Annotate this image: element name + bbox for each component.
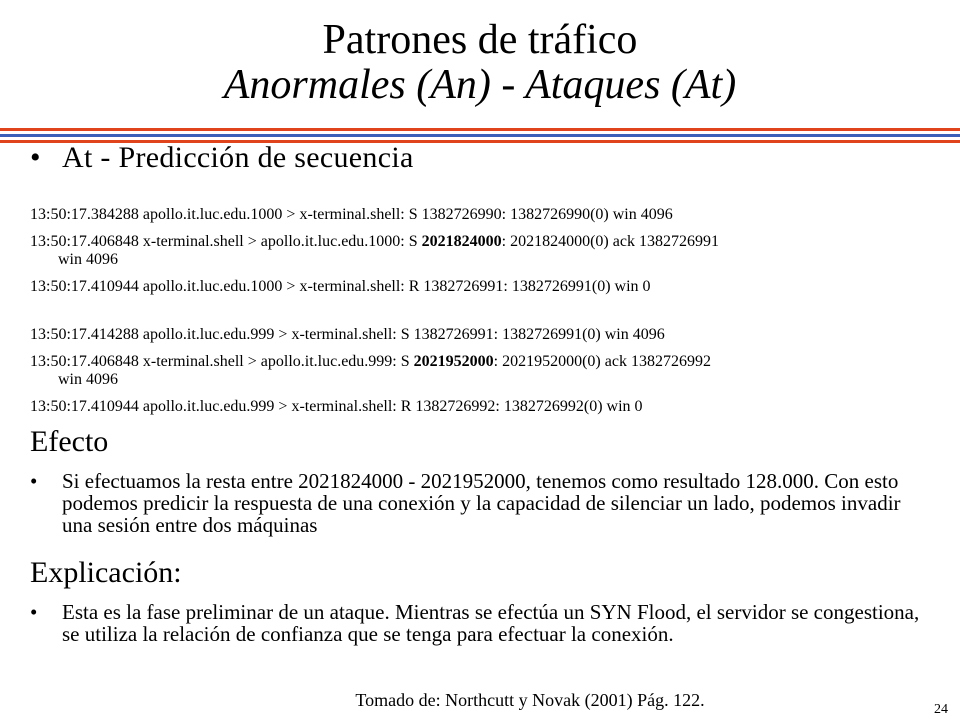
efecto-heading: Efecto: [30, 425, 109, 458]
bullet-dot: •: [30, 469, 38, 493]
log-text: 13:50:17.406848 x-terminal.shell > apollo.it.luc.edu.1000: S: [30, 233, 422, 250]
log-text: 13:50:17.384288 apollo.it.luc.edu.1000 > x-terminal.shell: S 1382726990: 1382726990(0) win 4096: [30, 206, 673, 223]
log-line: [30, 326, 940, 344]
bullet-dot: •: [30, 141, 41, 174]
slide-subtitle: Anormales (An) - Ataques (At): [223, 62, 737, 108]
explicacion-paragraph: [30, 601, 930, 645]
log-line: [30, 233, 940, 269]
explicacion-text: Esta es la fase preliminar de un ataque. Mientras se efectúa un SYN Flood, el servidor se congestiona, se utiliza la relación de confianza que se tenga para efectuar la conexión.: [62, 600, 920, 646]
log-text: 13:50:17.414288 apollo.it.luc.edu.999 > x-terminal.shell: S 1382726991: 1382726991(0) win 4096: [30, 326, 665, 343]
main-bullet-text: At - Predicción de secuencia: [62, 141, 414, 174]
efecto-text: Si efectuamos la resta entre 2021824000 - 2021952000, tenemos como resultado 128.000. Con esto podemos predicir la respuesta de una conexión y la capacidad de silenciar un lado, podemos invadir una sesión entre dos máquinas: [62, 469, 901, 537]
log-continuation: win 4096: [58, 251, 118, 268]
log-text: : 2021952000(0) ack 1382726992: [493, 353, 711, 370]
log-seq-number: 2021824000: [421, 233, 502, 250]
log-line: [30, 278, 940, 296]
explicacion-heading: Explicación:: [30, 556, 182, 589]
log-text: 13:50:17.406848 x-terminal.shell > apollo.it.luc.edu.999: S: [30, 353, 414, 370]
log-seq-number: 2021952000: [413, 353, 494, 370]
slide-title-block: [0, 18, 960, 108]
main-bullet: [30, 138, 414, 178]
log-line: [30, 398, 940, 416]
divider-line-middle: [0, 134, 960, 137]
divider-line-top: [0, 128, 960, 131]
log-continuation: win 4096: [58, 371, 118, 388]
page-number: 24: [934, 702, 948, 717]
log-text: 13:50:17.410944 apollo.it.luc.edu.1000 > x-terminal.shell: R 1382726991: 1382726991(0) win 0: [30, 278, 651, 295]
log-line: [30, 353, 940, 389]
log-text: : 2021824000(0) ack 1382726991: [501, 233, 719, 250]
slide-title: Patrones de tráfico: [322, 17, 638, 63]
efecto-paragraph: [30, 470, 930, 536]
bullet-dot: •: [30, 600, 38, 624]
log-line: [30, 206, 940, 224]
source-credit: Tomado de: Northcutt y Novak (2001) Pág. 122.: [355, 690, 705, 710]
log-text: 13:50:17.410944 apollo.it.luc.edu.999 > x-terminal.shell: R 1382726992: 1382726992(0) win 0: [30, 398, 643, 415]
